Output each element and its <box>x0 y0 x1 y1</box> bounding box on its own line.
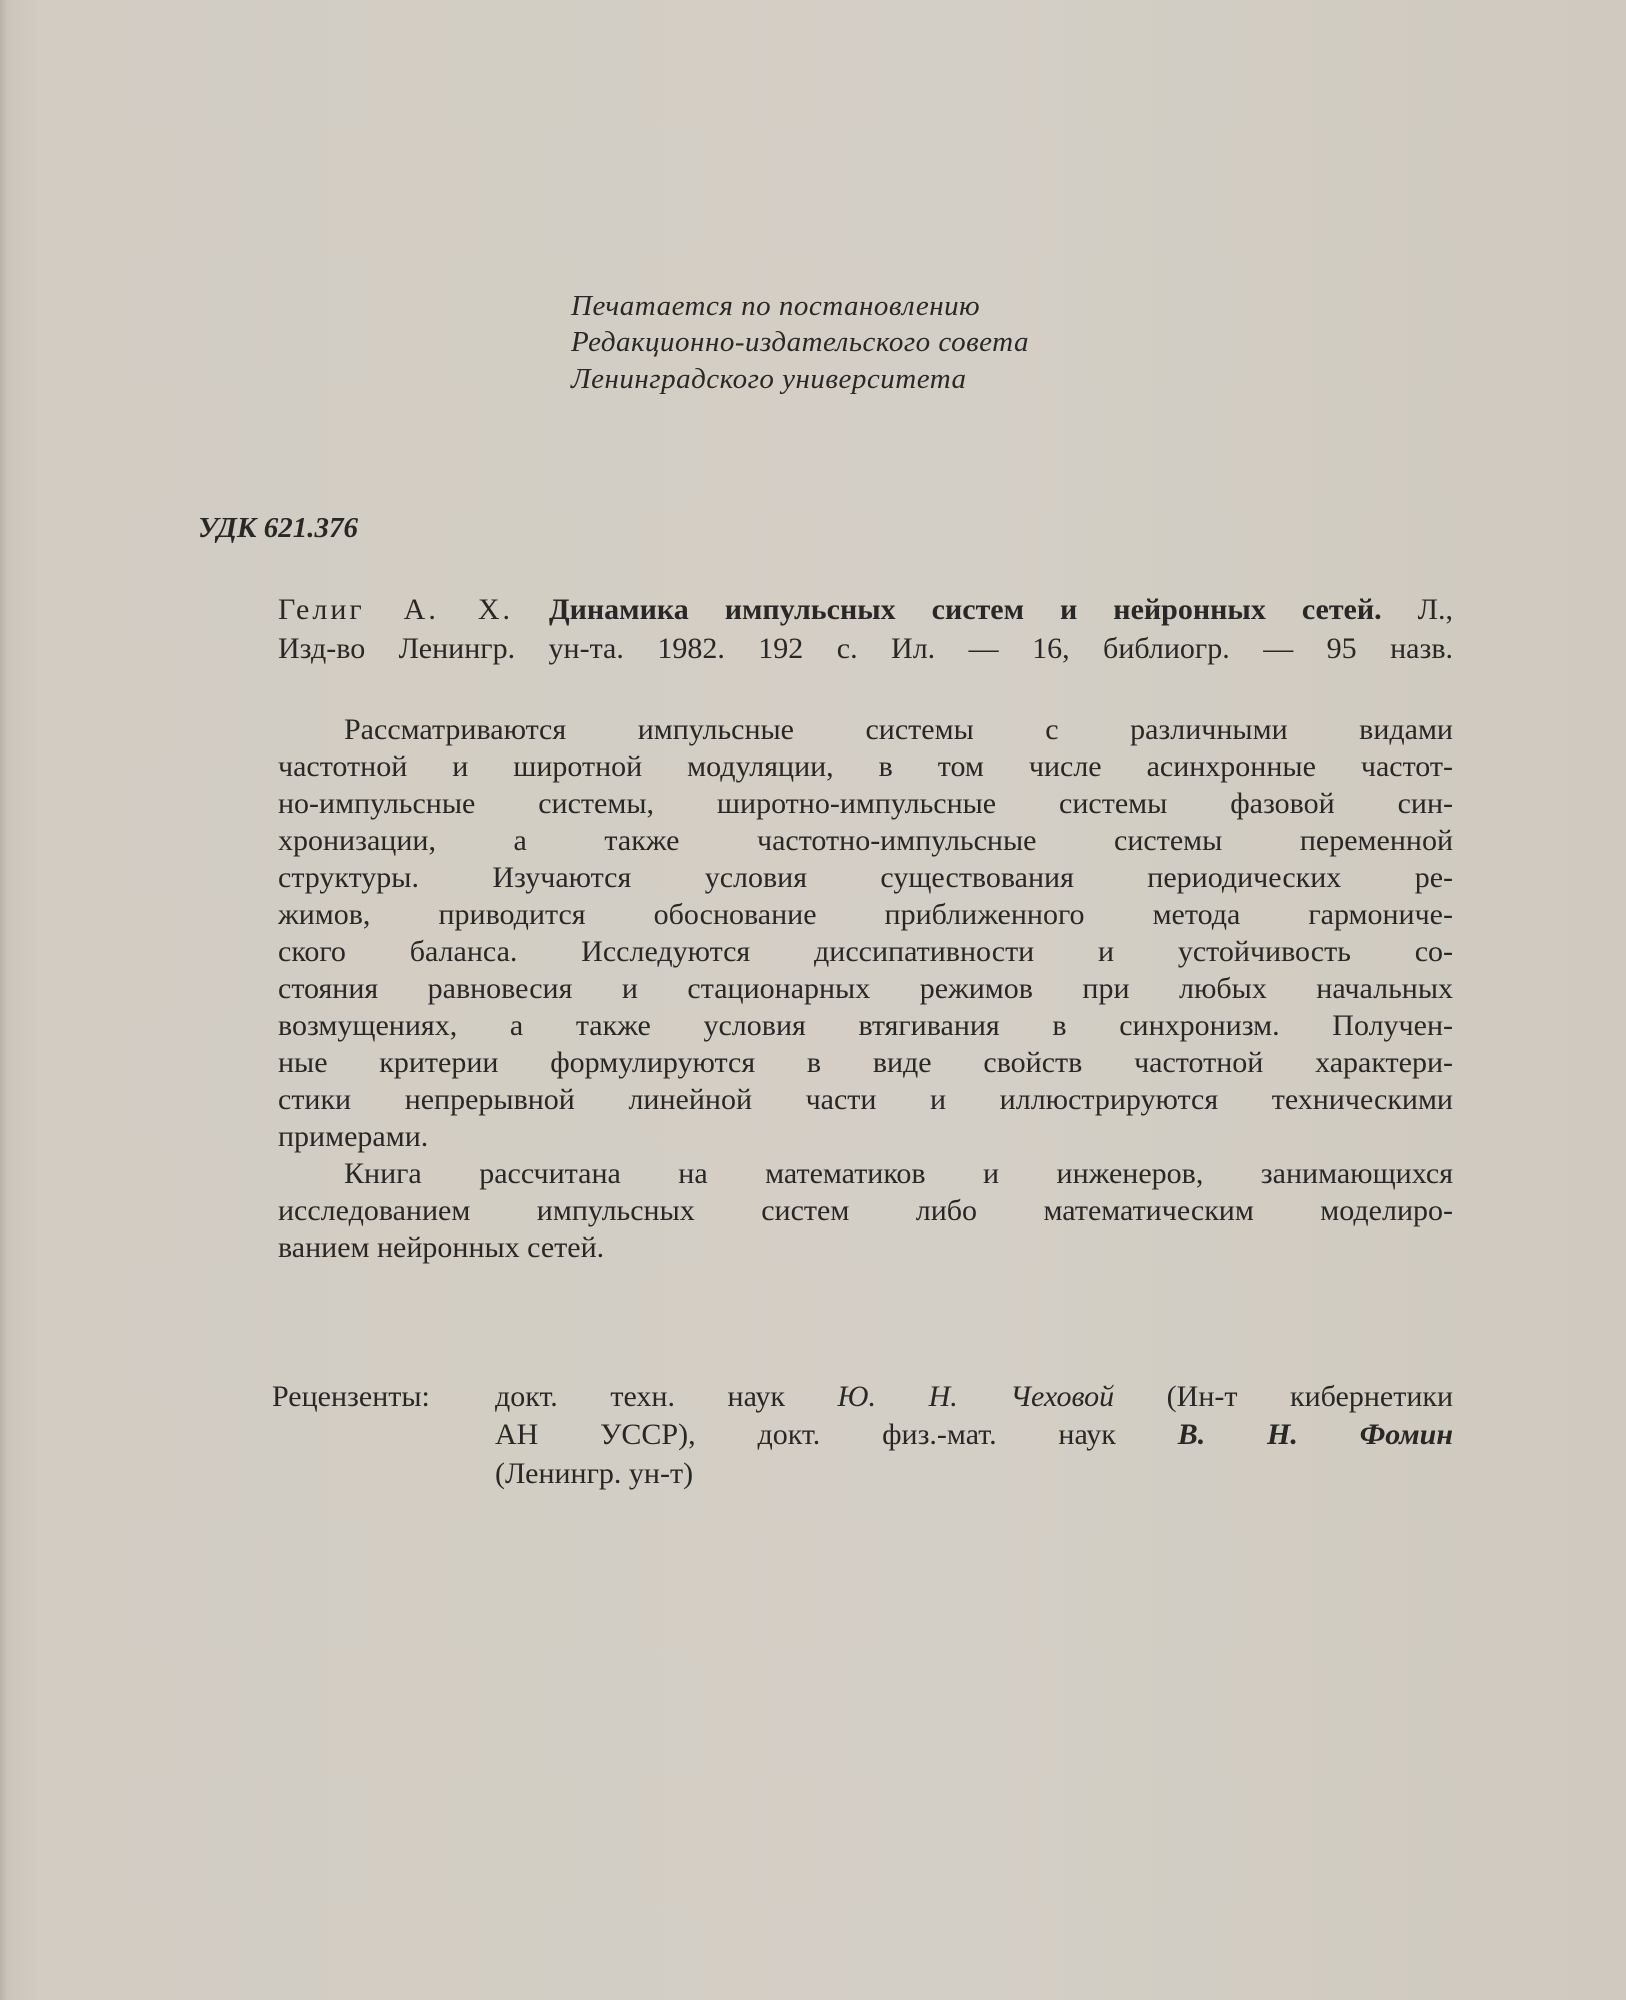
abstract-line: ные критерии формулируются в виде свойств частотной характери- <box>278 1046 1453 1079</box>
abstract-line: возмущениях, а также условия втягивания в синхронизм. Получен- <box>278 1009 1453 1042</box>
abstract-line: жимов, приводится обоснование приближенного метода гармониче- <box>278 898 1453 931</box>
abstract-line: хронизации, а также частотно-импульсные системы переменной <box>278 824 1453 857</box>
abstract-line: структуры. Изучаются условия существования периодических ре- <box>278 861 1453 894</box>
citation-place: Л., <box>1417 593 1454 626</box>
citation-line <box>278 591 1453 628</box>
audience-line: ванием нейронных сетей. <box>278 1231 605 1264</box>
reviewer-degree: докт. техн. наук <box>495 1380 785 1413</box>
abstract-line: частотной и широтной модуляции, в том числе асинхронные частот- <box>278 750 1453 783</box>
abstract-line: Рассматриваются импульсные системы с различными видами <box>344 713 1453 746</box>
abstract-line: стояния равновесия и стационарных режимов при любых начальных <box>278 972 1453 1005</box>
citation-publisher: Изд-во Ленингр. ун-та. 1982. 192 с. Ил. — 16, библиогр. — 95 назв. <box>278 632 1453 665</box>
reviewer-affiliation: (Ленингр. ун-т) <box>495 1457 694 1490</box>
approval-line: Ленинградского университета <box>571 363 967 395</box>
reviewer-affiliation: (Ин-т кибернетики <box>1166 1380 1454 1413</box>
abstract-line: стики непрерывной линейной части и иллюстрируются техническими <box>278 1083 1453 1116</box>
abstract-line: ского баланса. Исследуются диссипативности и устойчивость со- <box>278 935 1453 968</box>
audience-line: исследованием импульсных систем либо математическим моделиро- <box>278 1194 1453 1227</box>
reviewer-name: Ю. Н. Чеховой <box>837 1380 1115 1413</box>
udk-code: УДК 621.376 <box>198 512 358 544</box>
reviewer-line <box>495 1416 1453 1453</box>
approval-line: Редакционно-издательского совета <box>571 326 1029 358</box>
audience-line: Книга рассчитана на математиков и инженеров, занимающихся <box>344 1157 1453 1190</box>
approval-line: Печатается по постановлению <box>571 290 981 322</box>
reviewers-label: Рецензенты: <box>272 1380 430 1413</box>
abstract-line: примерами. <box>278 1120 429 1153</box>
reviewer-name: В. Н. Фомин <box>1177 1418 1453 1451</box>
reviewer-line <box>495 1378 1453 1415</box>
citation-title: Динамика импульсных систем и нейронных сетей. <box>548 593 1382 626</box>
citation-author: Гелиг А. Х. <box>278 593 513 626</box>
reviewer-degree: АН УССР), докт. физ.-мат. наук <box>495 1418 1116 1451</box>
abstract-line: но-импульсные системы, широтно-импульсные системы фазовой син- <box>278 787 1453 820</box>
